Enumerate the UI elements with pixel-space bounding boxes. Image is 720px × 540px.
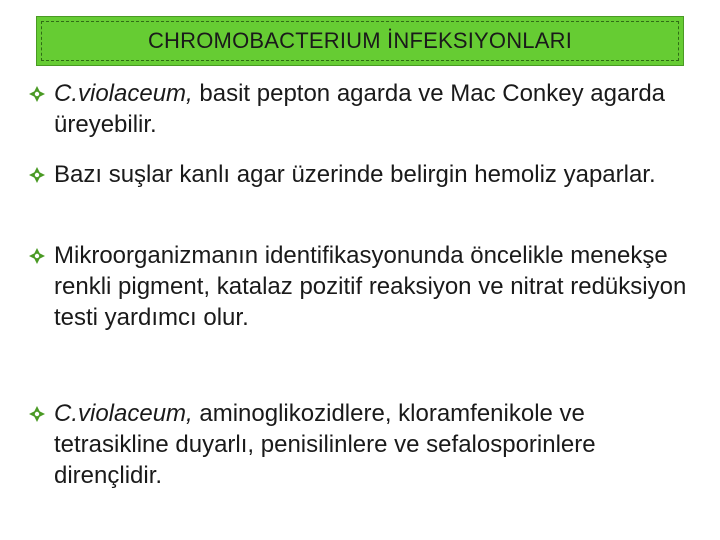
bullet-emphasis: C.violaceum, [54,80,193,107]
bullet-item [28,78,693,140]
diamond-bullet-icon [28,247,46,265]
diamond-bullet-icon [28,405,46,423]
diamond-bullet-icon [28,166,46,184]
bullet-item [28,159,693,190]
bullet-emphasis: C.violaceum, [54,400,193,427]
title-banner [36,16,684,66]
bullet-text: aminoglikozidlere, kloramfenikole ve tetrasikline duyarlı, penisilinlere ve sefalosporinlere dirençlidir. [54,400,596,489]
bullet-item [28,240,693,333]
bullet-text: Bazı suşlar kanlı agar üzerinde belirgin hemoliz yaparlar. [54,161,656,188]
bullet-text: Mikroorganizmanın identifikasyonunda öncelikle menekşe renkli pigment, katalaz pozitif reaksiyon ve nitrat redüksiyon testi yardımcı olur. [54,242,687,331]
diamond-bullet-icon [28,85,46,103]
slide-title: CHROMOBACTERIUM İNFEKSIYONLARI [147,28,573,53]
bullet-item [28,398,693,491]
bullet-text: basit pepton agarda ve Mac Conkey agarda üreyebilir. [54,80,666,138]
